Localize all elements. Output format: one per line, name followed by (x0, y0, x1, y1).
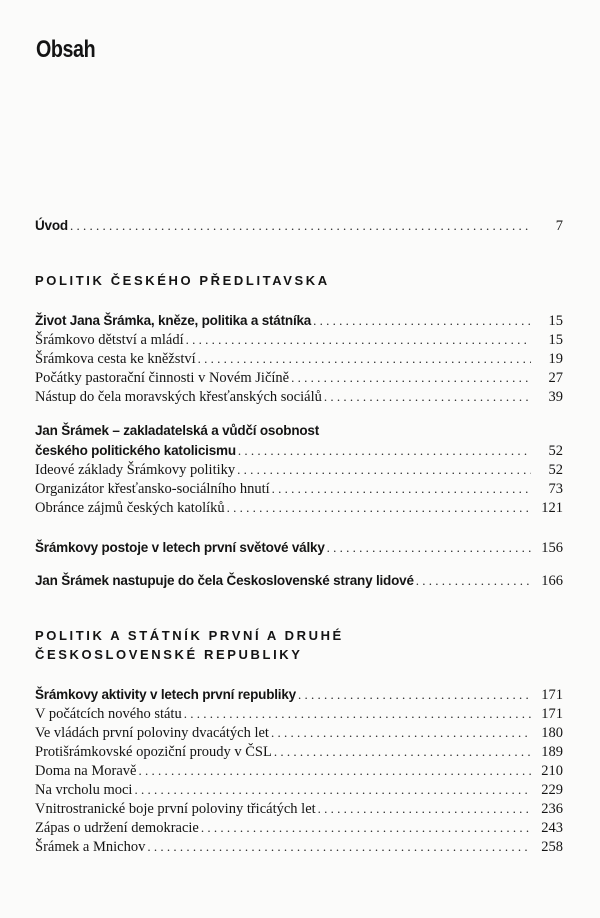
toc-chapter-5 (35, 685, 563, 705)
toc-chapter-3 (35, 538, 563, 558)
entry-page: 166 (541, 573, 563, 589)
dot-leader (291, 368, 531, 387)
dot-leader (271, 723, 531, 742)
entry-label: V počátcích nového státu (35, 706, 182, 722)
entry-label: Zápas o udržení demokracie (35, 820, 199, 836)
toc-entry-intro (35, 216, 563, 236)
page-title: Obsah (36, 36, 96, 63)
entry-page: 15 (548, 313, 563, 329)
entry-label: Ideové základy Šrámkovy politiky (35, 462, 236, 478)
toc-entry (35, 742, 563, 762)
entry-page: 229 (541, 782, 563, 798)
entry-page: 73 (548, 481, 563, 497)
entry-page: 156 (541, 540, 563, 556)
entry-page: 27 (548, 370, 563, 386)
entry-label: Počátky pastorační činnosti v Novém Jičíně (35, 370, 290, 386)
entry-label: Vnitrostranické boje první poloviny třicátých let (35, 801, 316, 817)
dot-leader (324, 387, 531, 406)
entry-label: Šrámkovy aktivity v letech první republiky (35, 687, 296, 702)
entry-page: 19 (548, 351, 563, 367)
entry-label: Šrámek a Mnichov (35, 839, 146, 855)
entry-page: 210 (541, 763, 563, 779)
entry-page: 52 (548, 462, 563, 478)
entry-page: 243 (541, 820, 563, 836)
toc-entry (35, 704, 563, 724)
entry-label: Jan Šrámek nastupuje do čela Československé strany lidové (35, 573, 414, 588)
dot-leader (186, 330, 531, 349)
dot-leader (313, 311, 531, 330)
entry-page: 171 (541, 687, 563, 703)
entry-page: 52 (548, 443, 563, 459)
entry-page: 258 (541, 839, 563, 855)
entry-page: 189 (541, 744, 563, 760)
entry-page: 39 (548, 389, 563, 405)
toc-entry (35, 387, 563, 407)
entry-page: 236 (541, 801, 563, 817)
toc-chapter-2 (35, 441, 563, 461)
toc-entry (35, 780, 563, 800)
toc-entry (35, 723, 563, 743)
toc-entry (35, 498, 563, 518)
toc-chapter-1 (35, 311, 563, 331)
dot-leader (147, 837, 531, 856)
part-heading-2-line2: ČESKOSLOVENSKÉ REPUBLIKY (35, 647, 303, 662)
dot-leader (327, 538, 531, 557)
dot-leader (298, 685, 531, 704)
dot-leader (227, 498, 531, 517)
entry-label: českého politického katolicismu (35, 443, 236, 458)
entry-label: Nástup do čela moravských křesťanských sociálů (35, 389, 322, 405)
dot-leader (237, 460, 531, 479)
entry-label: Šrámkovy postoje v letech první světové války (35, 540, 325, 555)
toc-entry (35, 330, 563, 350)
toc-entry (35, 837, 563, 857)
entry-label: Život Jana Šrámka, kněze, politika a státníka (35, 313, 312, 328)
dot-leader (138, 761, 531, 780)
toc-entry (35, 479, 563, 499)
part-heading-1: POLITIK ČESKÉHO PŘEDLITAVSKA (35, 273, 330, 288)
toc-entry (35, 349, 563, 369)
dot-leader (274, 742, 531, 761)
entry-label: Organizátor křesťansko-sociálního hnutí (35, 481, 270, 497)
entry-page: 7 (555, 218, 563, 234)
entry-label: Šrámkovo dětství a mládí (35, 332, 184, 348)
toc-entry (35, 799, 563, 819)
toc-entry (35, 818, 563, 838)
entry-page: 171 (541, 706, 563, 722)
part-heading-2-line1: POLITIK A STÁTNÍK PRVNÍ A DRUHÉ (35, 628, 344, 643)
dot-leader (238, 441, 531, 460)
dot-leader (70, 216, 531, 235)
dot-leader (272, 479, 531, 498)
toc-chapter-4 (35, 571, 563, 591)
dot-leader (198, 349, 531, 368)
entry-page: 15 (548, 332, 563, 348)
toc-chapter-2-line1: Jan Šrámek – zakladatelská a vůdčí osobnost (35, 423, 320, 438)
toc-entry (35, 761, 563, 781)
dot-leader (184, 704, 531, 723)
entry-page: 121 (541, 500, 563, 516)
dot-leader (416, 571, 531, 590)
entry-page: 180 (541, 725, 563, 741)
entry-label: Na vrcholu moci (35, 782, 133, 798)
entry-label: Šrámkova cesta ke kněžství (35, 351, 196, 367)
dot-leader (134, 780, 531, 799)
entry-label: Úvod (35, 218, 68, 233)
dot-leader (318, 799, 531, 818)
entry-label: Obránce zájmů českých katolíků (35, 500, 225, 516)
toc-entry (35, 368, 563, 388)
entry-label: Doma na Moravě (35, 763, 137, 779)
entry-label: Protišrámkovské opoziční proudy v ČSL (35, 744, 272, 760)
dot-leader (201, 818, 531, 837)
entry-label: Ve vládách první poloviny dvacátých let (35, 725, 269, 741)
toc-entry (35, 460, 563, 480)
